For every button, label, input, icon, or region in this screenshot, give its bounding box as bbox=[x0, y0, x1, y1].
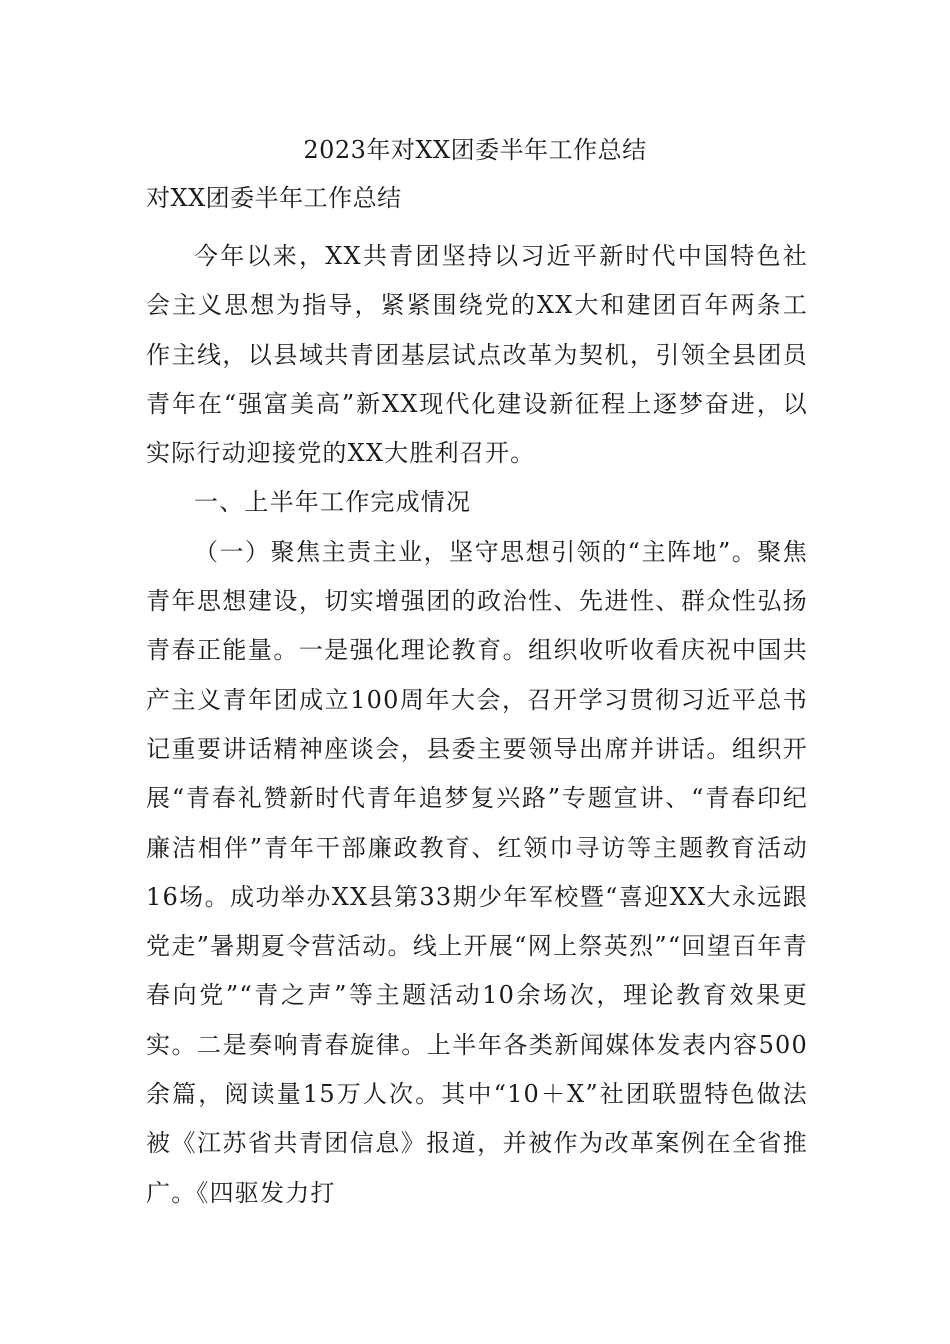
intro-paragraph: 今年以来，XX共青团坚持以习近平新时代中国特色社会主义思想为指导，紧紧围绕党的XX大和建团百年两条工作主线，以县域共青团基层试点改革为契机，引领全县团员青年在“强富美高”新XX现代化建设新征程上逐梦奋进，以实际行动迎接党的XX大胜利召开。 bbox=[146, 242, 808, 468]
section-heading: 一、上半年工作完成情况 bbox=[194, 488, 472, 517]
document-body bbox=[146, 232, 808, 1218]
document-title: 2023年对XX团委半年工作总结 bbox=[303, 136, 647, 164]
document-subtitle: 对XX团委半年工作总结 bbox=[146, 184, 402, 212]
section-paragraph: （一）聚焦主责主业，坚守思想引领的“主阵地”。聚焦青年思想建设，切实增强团的政治性、先进性、群众性弘扬青春正能量。一是强化理论教育。组织收听收看庆祝中国共产主义青年团成立100周年大会，召开学习贯彻习近平总书记重要讲话精神座谈会，县委主要领导出席并讲话。组织开展“青春礼赞新时代青年追梦复兴路”专题宣讲、“青春印纪廉洁相伴”青年干部廉政教育、红领巾寻访等主题教育活动16场。成功举办XX县第33期少年军校暨“喜迎XX大永远跟党走”暑期夏令营活动。线上开展“网上祭英烈”“回望百年青春向党”“青之声”等主题活动10余场次，理论教育效果更实。二是奏响青春旋律。上半年各类新闻媒体发表内容500余篇，阅读量15万人次。其中“10＋X”社团联盟特色做法被《江苏省共青团信息》报道，并被作为改革案例在全省推广。《四驱发力打 bbox=[146, 537, 808, 1207]
